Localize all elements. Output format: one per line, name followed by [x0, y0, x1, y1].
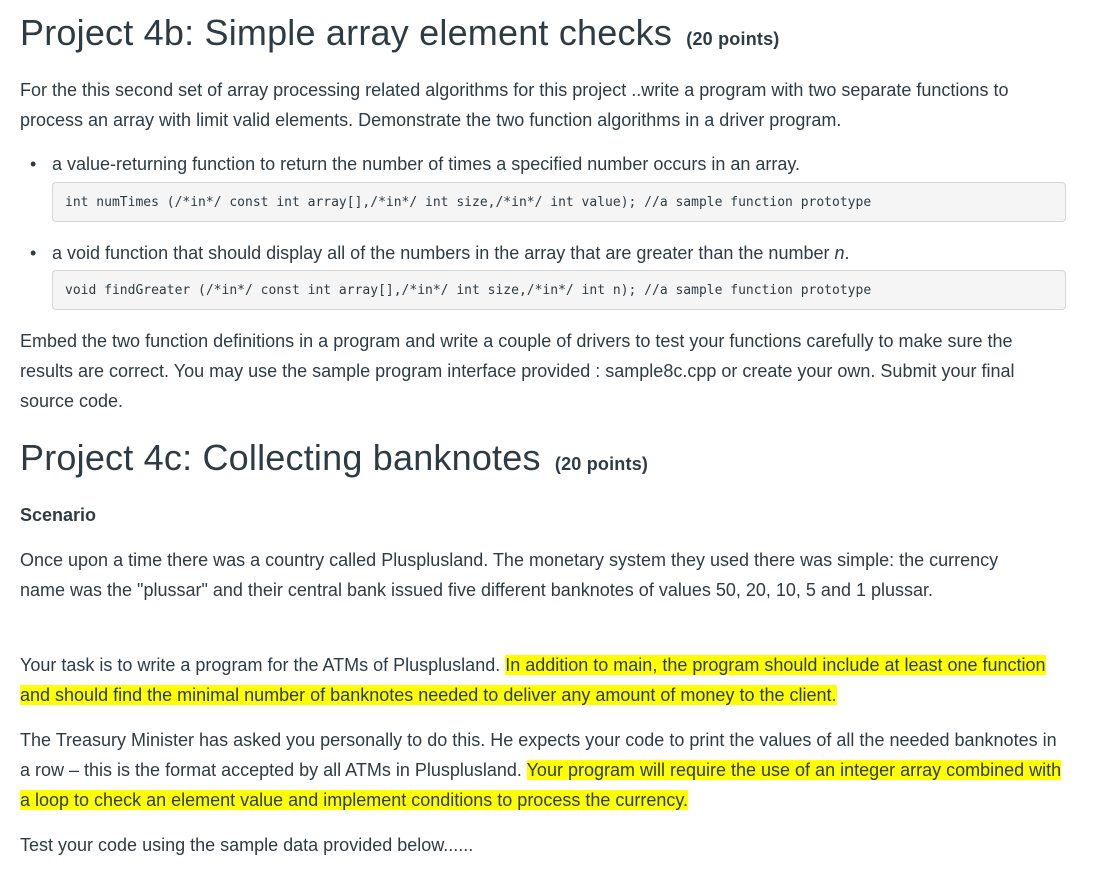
task-plain-text: Your task is to write a program for the ATMs of Plusplusland. — [20, 655, 506, 675]
test-paragraph: Test your code using the sample data provided below...... — [20, 835, 474, 855]
task-paragraph — [20, 650, 1070, 710]
treasury-paragraph — [20, 725, 1070, 815]
bullet-2-prefix: a void function that should display all of the numbers in the array that are greater than the number — [52, 243, 835, 263]
scenario-heading: Scenario — [20, 505, 97, 525]
bullet-2-suffix: . — [844, 243, 850, 263]
project-4b-points: (20 points) — [686, 29, 780, 49]
treasury-highlighted-text: Your program will require the use of an integer array combined with a loop to check an element value and implement conditions to process the currency. — [20, 760, 1062, 810]
scenario-paragraph: Once upon a time there was a country called Plusplusland. The monetary system they used there was simple: the currency name was the "plussar" and their central bank issued five different banknotes of values 50, 20, 10, 5 and 1 plussar. — [20, 550, 999, 600]
project-4b-embed-instructions: Embed the two function definitions in a program and write a couple of drivers to test your functions carefully to make sure the results are correct. You may use the sample program interface provided : sample8c.cpp or create your own. Submit your final source code. — [20, 331, 1015, 411]
code-block-findgreater: void findGreater (/*in*/ const int array[],/*in*/ int size,/*in*/ int n); //a sample function prototype — [52, 270, 1066, 310]
project-4c-heading — [20, 436, 648, 486]
project-4c-points: (20 points) — [554, 454, 649, 474]
project-4b-intro: For the this second set of array processing related algorithms for this project ..write a program with two separate functions to process an array with limit valid elements. Demonstrate the two function algorithms in a driver program. — [20, 80, 1009, 130]
task-highlighted-text: In addition to main, the program should include at least one function and should find the minimal number of banknotes needed to deliver any amount of money to the client. — [20, 655, 1046, 705]
treasury-plain-text: The Treasury Minister has asked you personally to do this. He expects your code to print the values of all the needed banknotes in a row – this is the format accepted by all ATMs in Plusplusland. — [20, 730, 1057, 780]
project-4b-heading — [20, 11, 779, 61]
code-block-numtimes: int numTimes (/*in*/ const int array[],/*in*/ int size,/*in*/ int value); //a sample function prototype — [52, 182, 1066, 222]
bullet-2-variable: n — [834, 243, 845, 263]
bullet-1-text: a value-returning function to return the number of times a specified number occurs in an array. — [52, 154, 801, 174]
bullet-2-text — [52, 238, 850, 268]
bullet-icon: • — [30, 154, 37, 174]
bullet-icon: • — [30, 243, 37, 263]
project-4b-title: Project 4b: Simple array element checks — [20, 12, 673, 53]
project-4c-title: Project 4c: Collecting banknotes — [20, 437, 541, 478]
